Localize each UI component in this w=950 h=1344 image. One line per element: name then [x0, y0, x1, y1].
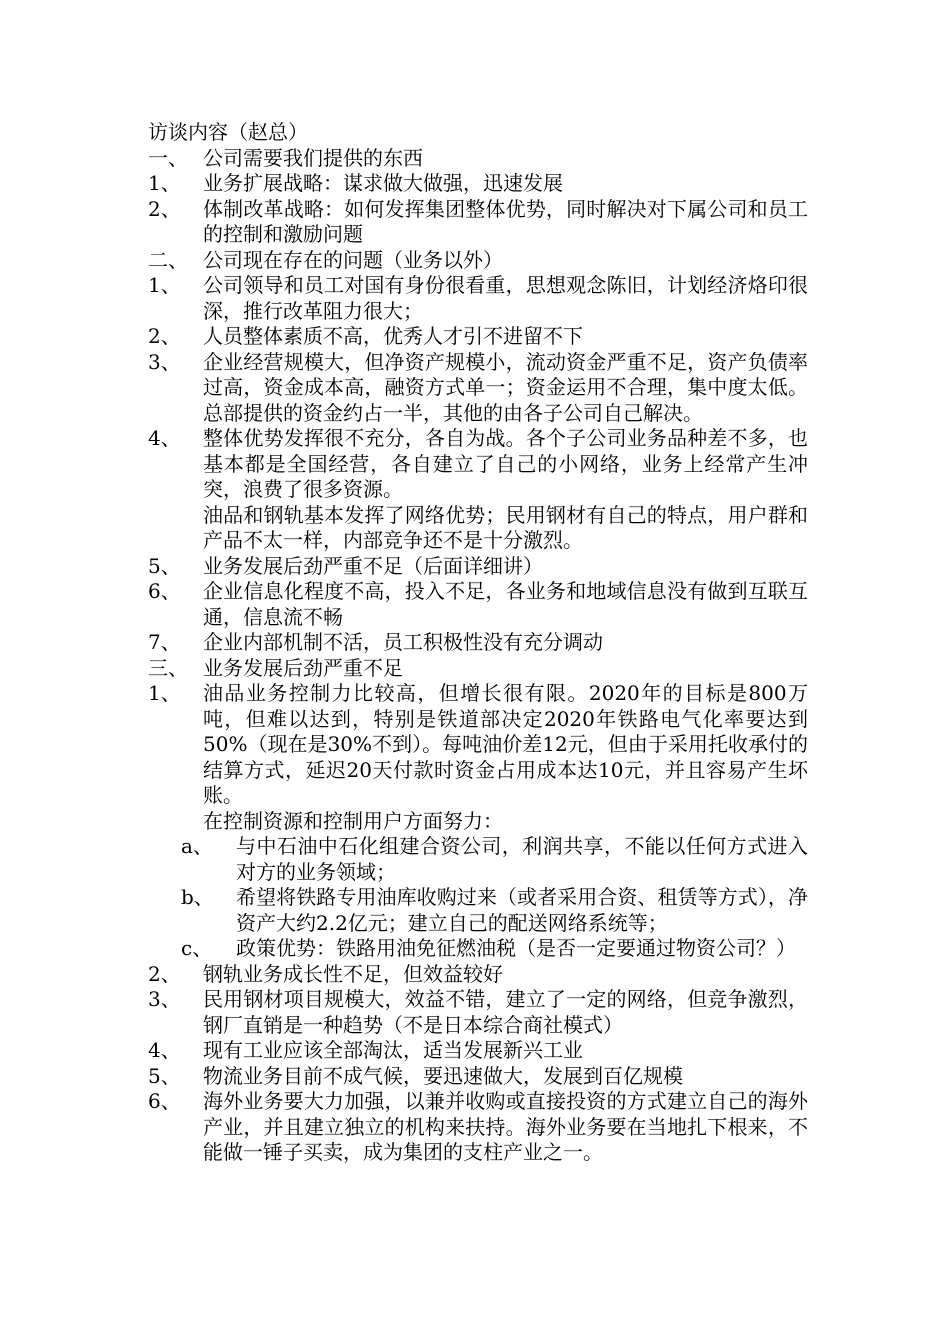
list-item: [148, 324, 808, 350]
item-text: 企业经营规模大，但净资产规模小，流动资金严重不足，资产负债率过高，资金成本高，融资方式单一；资金运用不合理，集中度太低。总部提供的资金约占一半，其他的由各子公司自己解决。: [203, 349, 808, 425]
list-item: [148, 962, 808, 988]
list-item: [148, 630, 808, 656]
list-item: [148, 579, 808, 630]
sub-item-text: 政策优势：铁路用油免征燃油税（是否一定要通过物资公司？）: [236, 936, 796, 960]
list-item: [148, 1064, 808, 1090]
item-text: 海外业务要大力加强，以兼并收购或直接投资的方式建立自己的海外产业，并且建立独立的机构来扶持。海外业务要在当地扎下根来，不能做一锤子买卖，成为集团的支柱产业之一。: [203, 1089, 808, 1164]
list-item: [148, 197, 808, 248]
sub-item-letter: b、: [181, 885, 214, 909]
sub-item-letter: c、: [181, 936, 213, 960]
list-item: [148, 171, 808, 197]
item-number: 1、: [148, 273, 181, 297]
item-continuation: 油品和钢轨基本发挥了网络优势；民用钢材有自己的特点，用户群和产品不太一样，内部竞争还不是十分激烈。: [203, 502, 808, 552]
sub-list-item: [148, 834, 808, 885]
list-item: [148, 350, 808, 427]
sub-list-item: [148, 936, 808, 962]
item-number: 3、: [148, 987, 181, 1011]
section-number: 一、: [148, 145, 188, 170]
list-item: [148, 681, 808, 809]
item-text: 体制改革战略：如何发挥集团整体优势，同时解决对下属公司和员工的控制和激励问题: [203, 196, 808, 246]
item-number: 3、: [148, 349, 181, 374]
item-continuation: 在控制资源和控制用户方面努力：: [203, 808, 503, 833]
section-number: 二、: [148, 247, 188, 272]
item-number: 6、: [148, 1089, 181, 1113]
section-title: 公司现在存在的问题（业务以外）: [203, 247, 503, 272]
item-text: 现有工业应该全部淘汰，适当发展新兴工业: [203, 1038, 583, 1062]
section-heading: [148, 146, 808, 172]
section-title: 公司需要我们提供的东西: [203, 145, 423, 170]
item-text: 业务发展后劲严重不足（后面详细讲）: [203, 553, 543, 578]
item-text: 人员整体素质不高，优秀人才引不进留不下: [203, 324, 583, 348]
list-item: [148, 426, 808, 503]
document-page: [148, 120, 808, 1166]
section-title: 业务发展后劲严重不足: [203, 655, 403, 680]
item-text: 民用钢材项目规模大，效益不错，建立了一定的网络，但竞争激烈，钢厂直销是一种趋势（不是日本综合商社模式）: [203, 987, 808, 1037]
item-text: 整体优势发挥很不充分，各自为战。各个子公司业务品种差不多，也基本都是全国经营，各自建立了自己的小网络，业务上经常产生冲突，浪费了很多资源。: [203, 426, 808, 501]
list-item: [148, 273, 808, 324]
item-text: 油品业务控制力比较高，但增长很有限。2020年的目标是800万吨，但难以达到，特别是铁道部决定2020年铁路电气化率要达到50%（现在是30%不到）。每吨油价差12元，但由于采用托收承付的结算方式，延迟20天付款时资金占用成本达10元，并且容易产生坏账。: [203, 681, 808, 807]
section-heading: [148, 248, 808, 274]
item-number: 5、: [148, 1063, 181, 1088]
sub-item-text: 与中石油中石化组建合资公司，利润共享，不能以任何方式进入对方的业务领域；: [236, 834, 808, 884]
item-number: 4、: [148, 426, 181, 450]
list-item: [148, 1038, 808, 1064]
section-number: 三、: [148, 655, 188, 680]
item-number: 2、: [148, 961, 181, 986]
item-text: 公司领导和员工对国有身份很看重，思想观念陈旧，计划经济烙印很深，推行改革阻力很大；: [203, 273, 808, 323]
item-number: 5、: [148, 553, 181, 578]
document-title: 访谈内容（赵总）: [148, 120, 308, 144]
item-text: 钢轨业务成长性不足，但效益较好: [203, 961, 503, 986]
item-number: 6、: [148, 579, 181, 603]
list-item: [148, 1089, 808, 1166]
item-number: 1、: [148, 171, 181, 195]
item-number: 4、: [148, 1038, 181, 1062]
list-item: [148, 554, 808, 580]
sub-list-item: [148, 885, 808, 936]
list-item: [148, 987, 808, 1038]
item-text: 物流业务目前不成气候，要迅速做大，发展到百亿规模: [203, 1063, 683, 1088]
item-number: 1、: [148, 681, 181, 705]
item-number: 2、: [148, 196, 181, 221]
sub-item-text: 希望将铁路专用油库收购过来（或者采用合资、租赁等方式），净资产大约2.2亿元；建立自己的配送网络系统等；: [236, 885, 808, 935]
item-number: 7、: [148, 630, 181, 654]
section-heading: [148, 656, 808, 682]
item-text: 企业内部机制不活，员工积极性没有充分调动: [203, 630, 603, 654]
item-text: 企业信息化程度不高，投入不足，各业务和地域信息没有做到互联互通，信息流不畅: [203, 579, 808, 629]
sub-item-letter: a、: [181, 834, 213, 858]
item-text: 业务扩展战略：谋求做大做强，迅速发展: [203, 171, 563, 195]
item-number: 2、: [148, 324, 181, 348]
